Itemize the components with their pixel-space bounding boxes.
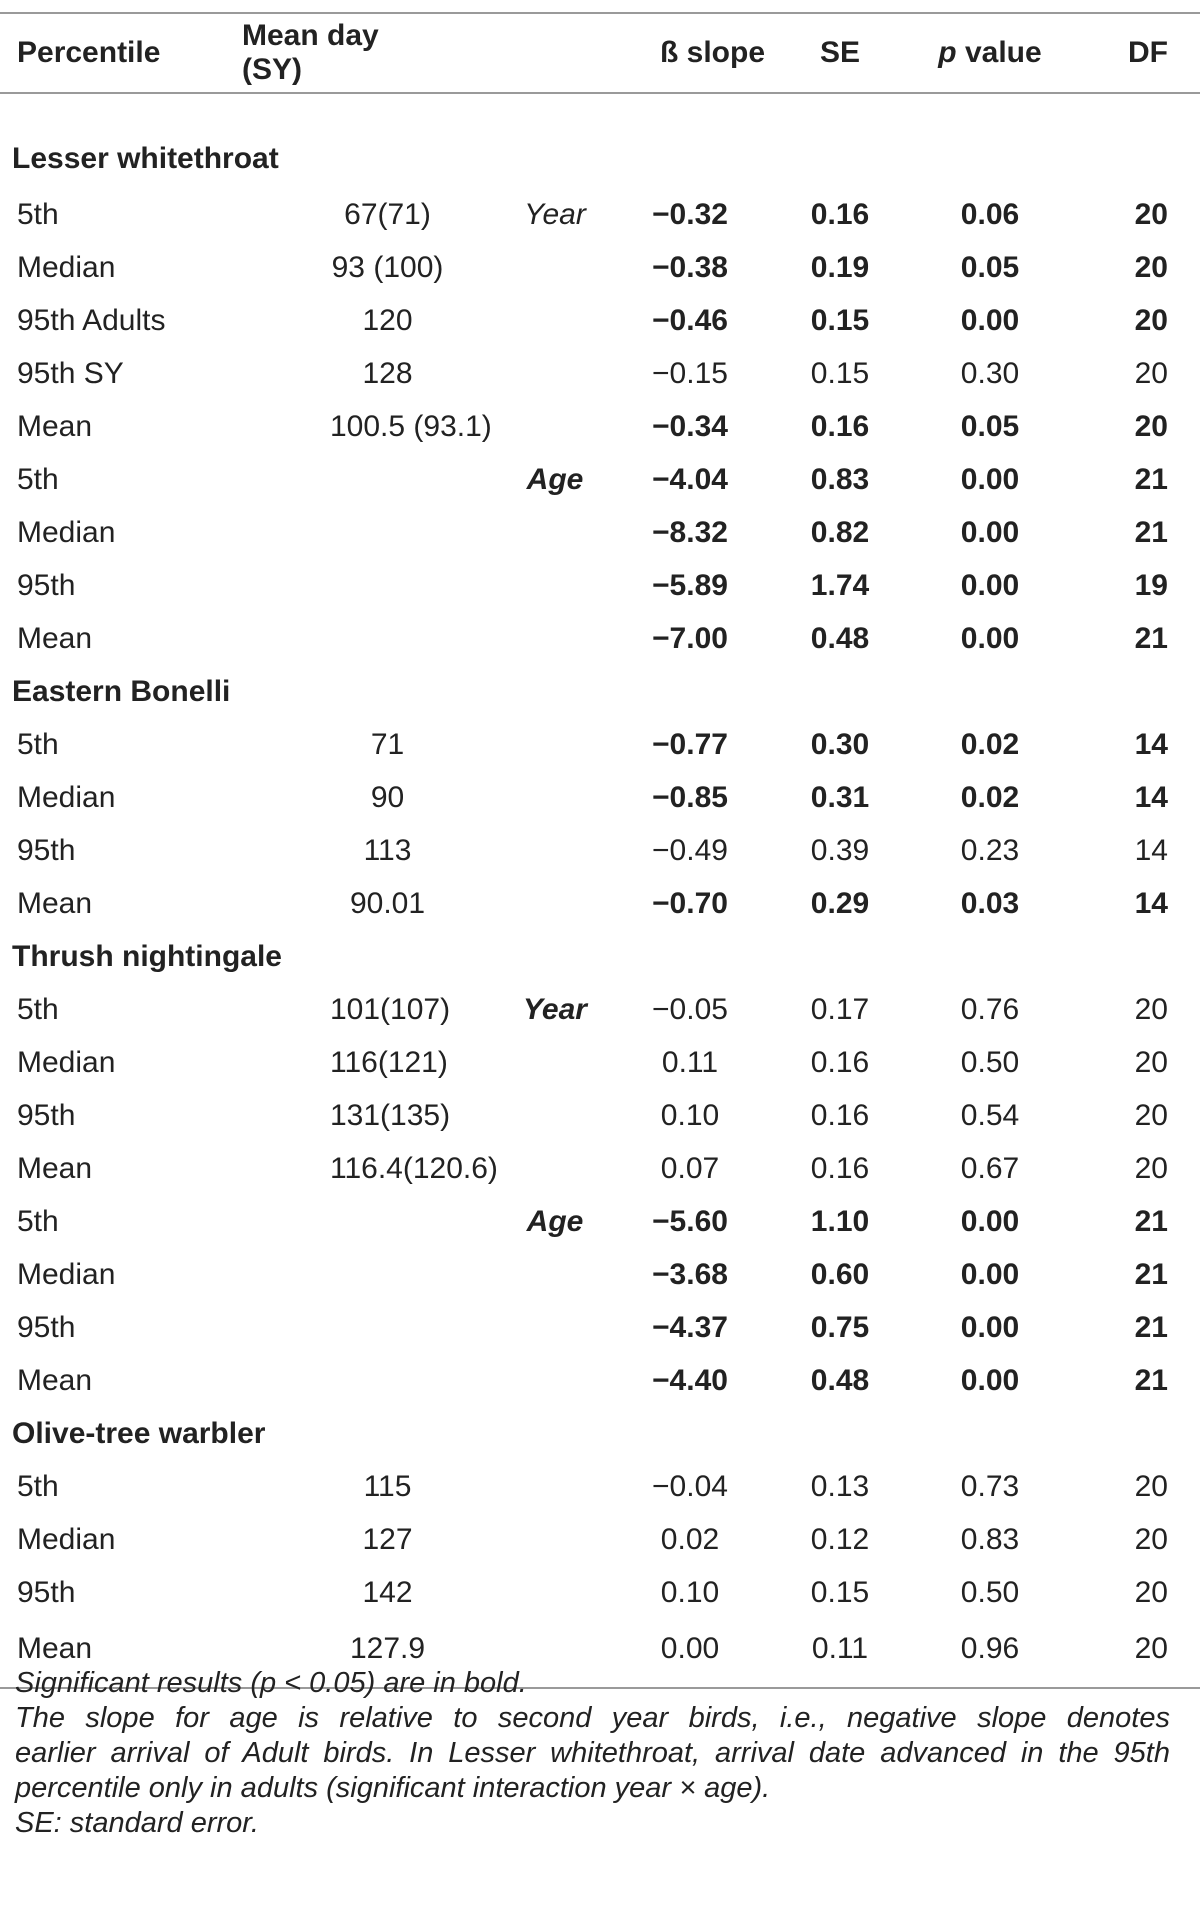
- cell-percentile: Median: [17, 780, 116, 814]
- cell-df: 19: [1134, 568, 1168, 602]
- cell-se: 0.11: [775, 1619, 905, 1688]
- cell-p-value: 0.06: [960, 197, 1020, 231]
- cell-factor: [445, 877, 605, 930]
- table-row: [0, 559, 1200, 612]
- footnote-se: SE: standard error.: [15, 1807, 259, 1839]
- cell-df: 20: [1134, 1575, 1168, 1609]
- cell-percentile: Mean: [17, 1363, 93, 1397]
- cell-df: 20: [1134, 1522, 1168, 1556]
- cell-mean-day: 93 (100): [331, 250, 444, 284]
- cell-p-value: 0.00: [960, 621, 1020, 655]
- cell-se: 0.16: [810, 1045, 870, 1079]
- header-p-value: [905, 13, 1075, 93]
- cell-percentile: Median: [17, 250, 116, 284]
- table-footnotes: [15, 1666, 1170, 1841]
- cell-se: 0.31: [810, 780, 870, 814]
- cell-percentile: 5th: [17, 462, 59, 496]
- cell-se: 0.15: [810, 1575, 870, 1609]
- cell-mean-day: [230, 1301, 445, 1354]
- cell-factor: [445, 771, 605, 824]
- cell-factor: [445, 1248, 605, 1301]
- cell-p-value: 0.23: [960, 833, 1020, 867]
- cell-p-value: 0.05: [960, 250, 1020, 284]
- cell-percentile: Median: [17, 1045, 116, 1079]
- species-name: Thrush nightingale: [12, 939, 282, 973]
- cell-df: 14: [1134, 886, 1168, 920]
- results-table: [0, 12, 1200, 1689]
- species-group-row: [0, 93, 1200, 188]
- cell-p-value: 0.02: [960, 780, 1020, 814]
- cell-mean-day: 120: [362, 303, 413, 337]
- cell-mean-day: [230, 453, 445, 506]
- cell-p-value: 0.73: [960, 1469, 1020, 1503]
- cell-beta-slope: −0.34: [652, 409, 728, 443]
- cell-mean-day: 101(107): [330, 992, 451, 1026]
- footnote-slope-line-2: earlier arrival of Adult birds. In Lesser whitethroat, arrival date advanced in the 95th: [15, 1737, 1170, 1769]
- cell-factor: [445, 1513, 605, 1566]
- cell-percentile: 95th Adults: [17, 303, 166, 337]
- table-row: [0, 1566, 1200, 1619]
- table-header: [0, 13, 1200, 93]
- cell-beta-slope: −0.49: [652, 833, 728, 867]
- cell-percentile: 5th: [17, 992, 59, 1026]
- cell-factor: [445, 347, 605, 400]
- cell-p-value: 0.00: [960, 515, 1020, 549]
- cell-se: 0.16: [810, 1151, 870, 1185]
- cell-percentile: Mean: [0, 1619, 230, 1688]
- cell-df: 20: [1134, 197, 1168, 231]
- cell-percentile: Median: [17, 1522, 116, 1556]
- cell-mean-day: 90.01: [349, 886, 426, 920]
- footnote-slope-line-3: percentile only in adults (significant interaction year × age).: [15, 1772, 771, 1804]
- species-name: Eastern Bonelli: [12, 674, 231, 708]
- cell-mean-day: 71: [370, 727, 405, 761]
- cell-df: 14: [1134, 780, 1168, 814]
- cell-mean-day: 128: [362, 356, 413, 390]
- cell-factor: Year: [524, 197, 586, 231]
- species-name: Lesser whitethroat: [12, 142, 279, 175]
- species-name: Olive-tree warbler: [12, 1416, 266, 1450]
- table-body: [0, 93, 1200, 1688]
- table-row: [0, 400, 1200, 453]
- cell-beta-slope: −0.15: [652, 356, 728, 390]
- cell-mean-day: 115: [363, 1469, 412, 1503]
- cell-df: 20: [1134, 1151, 1168, 1185]
- cell-factor: [445, 294, 605, 347]
- cell-p-value: 0.50: [960, 1575, 1020, 1609]
- cell-df: 20: [1134, 1045, 1168, 1079]
- cell-p-value: 0.30: [960, 356, 1020, 390]
- cell-se: 0.16: [810, 197, 870, 231]
- table-row: [0, 347, 1200, 400]
- cell-se: 1.10: [810, 1204, 870, 1238]
- cell-percentile: 95th: [17, 833, 76, 867]
- cell-p-value: 0.00: [960, 1257, 1020, 1291]
- cell-p-value: 0.03: [960, 886, 1020, 920]
- cell-factor: [445, 612, 605, 665]
- cell-factor: [445, 1354, 605, 1407]
- cell-beta-slope: 0.07: [660, 1151, 720, 1185]
- cell-percentile: Mean: [17, 1151, 93, 1185]
- table-row: [0, 241, 1200, 294]
- cell-df: 20: [1134, 250, 1168, 284]
- cell-percentile: 5th: [17, 727, 59, 761]
- cell-factor: [445, 1566, 605, 1619]
- cell-beta-slope: −4.37: [652, 1310, 728, 1344]
- cell-factor: [445, 559, 605, 612]
- table-row: [0, 1036, 1200, 1089]
- table-row: [0, 1354, 1200, 1407]
- cell-percentile: 5th: [17, 1204, 59, 1238]
- cell-mean-day: 100.5 (93.1): [330, 409, 492, 443]
- table-row: [0, 718, 1200, 771]
- footnote-slope-line-1: The slope for age is relative to second year birds, i.e., negative slope denotes: [15, 1702, 1170, 1734]
- cell-p-value: 0.05: [960, 409, 1020, 443]
- table-row: [0, 824, 1200, 877]
- cell-mean-day: 127.9: [230, 1619, 445, 1688]
- cell-beta-slope: −4.04: [652, 462, 728, 496]
- header-p-italic: p: [938, 36, 957, 69]
- cell-beta-slope: 0.00: [605, 1619, 775, 1688]
- header-mean-day: Mean day (SY): [230, 13, 445, 93]
- cell-p-value: 0.50: [960, 1045, 1020, 1079]
- table-row: [0, 1301, 1200, 1354]
- cell-p-value: 0.83: [960, 1522, 1020, 1556]
- cell-percentile: 95th: [17, 1310, 76, 1344]
- cell-se: 0.82: [810, 515, 870, 549]
- cell-p-value: 0.96: [905, 1619, 1075, 1688]
- cell-factor: Year: [523, 992, 587, 1026]
- cell-df: 20: [1134, 1469, 1168, 1503]
- cell-se: 0.48: [810, 1363, 870, 1397]
- cell-factor: [445, 824, 605, 877]
- table-row: [0, 877, 1200, 930]
- cell-beta-slope: −8.32: [652, 515, 728, 549]
- cell-percentile: Mean: [17, 886, 93, 920]
- cell-beta-slope: −5.60: [652, 1204, 728, 1238]
- header-percentile: Percentile: [0, 13, 230, 93]
- cell-percentile: Mean: [17, 409, 93, 443]
- cell-p-value: 0.00: [960, 1363, 1020, 1397]
- cell-factor: [445, 1301, 605, 1354]
- cell-mean-day: 67(71): [344, 197, 431, 231]
- header-factor: [445, 13, 605, 93]
- cell-percentile: 95th: [17, 1098, 76, 1132]
- cell-p-value: 0.00: [960, 462, 1020, 496]
- cell-beta-slope: −0.38: [652, 250, 728, 284]
- table-row: [0, 294, 1200, 347]
- table-row: [0, 1248, 1200, 1301]
- cell-df: 20: [1134, 992, 1168, 1026]
- table-row: [0, 1089, 1200, 1142]
- cell-mean-day: [230, 559, 445, 612]
- cell-df: 21: [1134, 462, 1168, 496]
- cell-factor: [445, 718, 605, 771]
- cell-percentile: 5th: [17, 1469, 59, 1503]
- cell-mean-day: [230, 1354, 445, 1407]
- table-row: [0, 506, 1200, 559]
- table-row: [0, 612, 1200, 665]
- cell-beta-slope: 0.10: [660, 1575, 720, 1609]
- cell-df: 21: [1134, 1204, 1168, 1238]
- cell-beta-slope: −0.70: [652, 886, 728, 920]
- cell-se: 1.74: [810, 568, 870, 602]
- cell-p-value: 0.76: [960, 992, 1020, 1026]
- cell-se: 0.83: [810, 462, 870, 496]
- cell-df: 14: [1134, 727, 1168, 761]
- cell-df: 20: [1134, 409, 1168, 443]
- table-row: [0, 1460, 1200, 1513]
- cell-df: 20: [1134, 1098, 1168, 1132]
- cell-df: 20: [1134, 356, 1168, 390]
- table-row: [0, 1195, 1200, 1248]
- cell-percentile: 95th: [17, 1575, 76, 1609]
- cell-se: 0.60: [810, 1257, 870, 1291]
- table-row: [0, 453, 1200, 506]
- cell-beta-slope: −3.68: [652, 1257, 728, 1291]
- cell-df: 21: [1134, 1310, 1168, 1344]
- cell-beta-slope: −0.04: [652, 1469, 728, 1503]
- cell-beta-slope: −7.00: [652, 621, 728, 655]
- cell-percentile: Median: [17, 1257, 116, 1291]
- cell-factor: [445, 1036, 605, 1089]
- cell-p-value: 0.00: [960, 1204, 1020, 1238]
- cell-p-value: 0.00: [960, 303, 1020, 337]
- cell-factor: Age: [526, 1204, 584, 1238]
- cell-mean-day: [230, 506, 445, 559]
- cell-mean-day: 113: [363, 833, 412, 867]
- cell-p-value: 0.00: [960, 1310, 1020, 1344]
- header-beta-slope: ß slope: [605, 13, 775, 93]
- cell-se: 0.16: [810, 409, 870, 443]
- cell-percentile: Mean: [17, 621, 93, 655]
- cell-factor: Age: [526, 462, 584, 496]
- cell-mean-day: 90: [370, 780, 405, 814]
- cell-beta-slope: −5.89: [652, 568, 728, 602]
- cell-mean-day: [230, 612, 445, 665]
- cell-beta-slope: −0.32: [652, 197, 728, 231]
- cell-mean-day: 116.4(120.6): [330, 1151, 498, 1185]
- cell-beta-slope: −0.85: [652, 780, 728, 814]
- cell-percentile: 95th SY: [17, 356, 124, 390]
- cell-percentile: Median: [17, 515, 116, 549]
- cell-percentile: 5th: [17, 197, 59, 231]
- cell-beta-slope: 0.10: [660, 1098, 720, 1132]
- species-group-row: [0, 1407, 1200, 1460]
- cell-df: 21: [1134, 1257, 1168, 1291]
- table-row: [0, 983, 1200, 1036]
- cell-df: 21: [1134, 621, 1168, 655]
- cell-se: 0.39: [810, 833, 870, 867]
- table-row: [0, 1142, 1200, 1195]
- cell-p-value: 0.00: [960, 568, 1020, 602]
- cell-factor: [445, 1460, 605, 1513]
- cell-df: 20: [1075, 1619, 1200, 1688]
- cell-mean-day: 131(135): [330, 1098, 451, 1132]
- cell-mean-day: [230, 1195, 445, 1248]
- cell-p-value: 0.67: [960, 1151, 1020, 1185]
- table-row: [0, 1513, 1200, 1566]
- cell-beta-slope: 0.02: [660, 1522, 720, 1556]
- cell-se: 0.19: [810, 250, 870, 284]
- cell-mean-day: 116(121): [330, 1045, 448, 1079]
- cell-beta-slope: −0.05: [652, 992, 728, 1026]
- cell-se: 0.15: [810, 303, 870, 337]
- cell-factor: [445, 506, 605, 559]
- cell-beta-slope: 0.11: [661, 1045, 719, 1079]
- species-group-row: [0, 930, 1200, 983]
- cell-percentile: 95th: [17, 568, 76, 602]
- header-se: SE: [775, 13, 905, 93]
- cell-se: 0.29: [810, 886, 870, 920]
- cell-p-value: 0.02: [960, 727, 1020, 761]
- cell-se: 0.17: [810, 992, 870, 1026]
- cell-se: 0.48: [810, 621, 870, 655]
- cell-factor: [445, 1089, 605, 1142]
- cell-beta-slope: −0.46: [652, 303, 728, 337]
- cell-beta-slope: −0.77: [652, 727, 728, 761]
- cell-se: 0.16: [810, 1098, 870, 1132]
- cell-se: 0.75: [810, 1310, 870, 1344]
- cell-df: 14: [1134, 833, 1168, 867]
- cell-df: 21: [1134, 1363, 1168, 1397]
- cell-beta-slope: −4.40: [652, 1363, 728, 1397]
- species-group-row: [0, 665, 1200, 718]
- cell-se: 0.30: [810, 727, 870, 761]
- cell-p-value: 0.54: [960, 1098, 1020, 1132]
- cell-se: 0.15: [810, 356, 870, 390]
- cell-mean-day: 142: [362, 1575, 413, 1609]
- table-row: [0, 188, 1200, 241]
- cell-mean-day: [230, 1248, 445, 1301]
- cell-df: 21: [1134, 515, 1168, 549]
- cell-se: 0.12: [810, 1522, 870, 1556]
- table-row: [0, 771, 1200, 824]
- cell-factor: [445, 241, 605, 294]
- header-df: DF: [1075, 13, 1200, 93]
- header-p-rest: value: [956, 36, 1042, 69]
- cell-se: 0.13: [810, 1469, 870, 1503]
- cell-df: 20: [1134, 303, 1168, 337]
- cell-mean-day: 127: [362, 1522, 413, 1556]
- header-row: [0, 13, 1200, 93]
- footnote-significance: Significant results (p < 0.05) are in bold.: [15, 1667, 527, 1699]
